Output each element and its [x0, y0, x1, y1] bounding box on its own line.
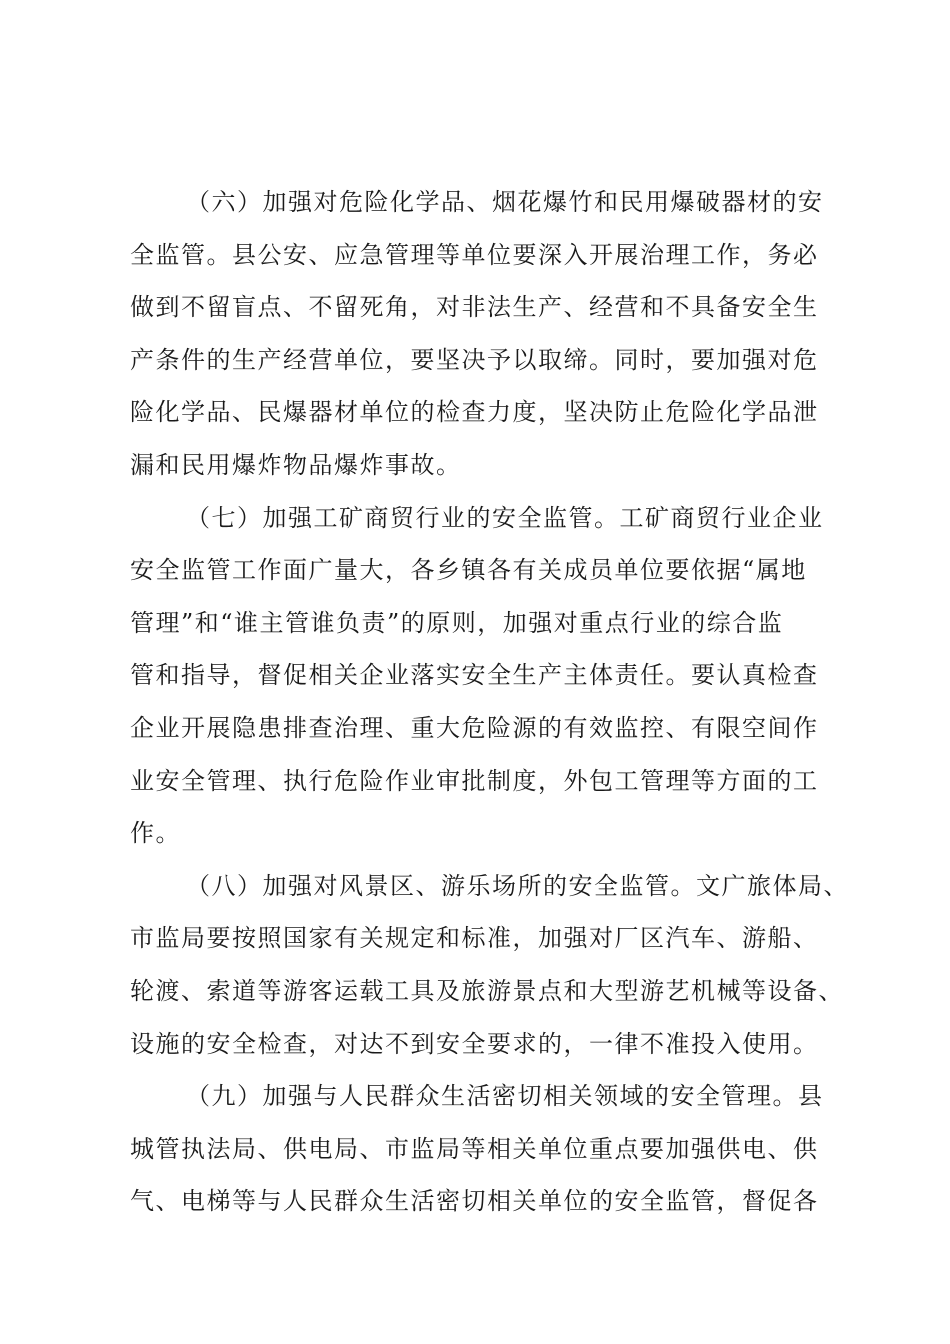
paragraph-line: 产条件的生产经营单位，要坚决予以取缔。同时，要加强对危 [130, 345, 819, 374]
paragraph-line: 城管执法局、供电局、市监局等相关单位重点要加强供电、供 [130, 1134, 819, 1163]
paragraph-hazardous-chemicals [130, 182, 850, 498]
paragraph-line: 市监局要按照国家有关规定和标准，加强对厂区汽车、游船、 [130, 924, 819, 953]
paragraph-line: （七）加强工矿商贸行业的安全监管。工矿商贸行业企业 [186, 503, 824, 532]
paragraph-line: 设施的安全检查，对达不到安全要求的，一律不准投入使用。 [130, 1029, 819, 1058]
paragraph-public-life-safety [130, 1076, 850, 1234]
paragraph-line: 企业开展隐患排查治理、重大危险源的有效监控、有限空间作 [130, 713, 819, 742]
paragraph-line: 业安全管理、执行危险作业审批制度，外包工管理等方面的工 [130, 766, 819, 795]
paragraph-line: （九）加强与人民群众生活密切相关领域的安全管理。县 [186, 1082, 824, 1111]
paragraph-line: （六）加强对危险化学品、烟花爆竹和民用爆破器材的安 [186, 188, 824, 216]
paragraph-line: 管理”和“谁主管谁负责”的原则，加强对重点行业的综合监 [130, 608, 784, 637]
paragraph-line: 安全监管工作面广量大，各乡镇各有关成员单位要依据“属地 [130, 556, 807, 585]
paragraph-line: 做到不留盲点、不留死角，对非法生产、经营和不具备安全生 [130, 293, 819, 322]
paragraph-industry-trade [130, 498, 850, 866]
paragraph-line: 险化学品、民爆器材单位的检查力度，坚决防止危险化学品泄 [130, 398, 819, 427]
paragraph-line: 管和指导，督促相关企业落实安全生产主体责任。要认真检查 [130, 661, 819, 690]
paragraph-line: 轮渡、索道等游客运载工具及旅游景点和大型游艺机械等设备、 [130, 976, 844, 1005]
paragraph-line: 漏和民用爆炸物品爆炸事故。 [130, 450, 462, 479]
paragraph-scenic-areas [130, 866, 850, 1076]
paragraph-line: 全监管。县公安、应急管理等单位要深入开展治理工作，务必 [130, 240, 819, 269]
document-body [130, 182, 850, 1234]
paragraph-line: （八）加强对风景区、游乐场所的安全监管。文广旅体局、 [186, 871, 849, 900]
paragraph-line: 作。 [130, 819, 181, 848]
paragraph-line: 气、电梯等与人民群众生活密切相关单位的安全监管，督促各 [130, 1187, 819, 1216]
